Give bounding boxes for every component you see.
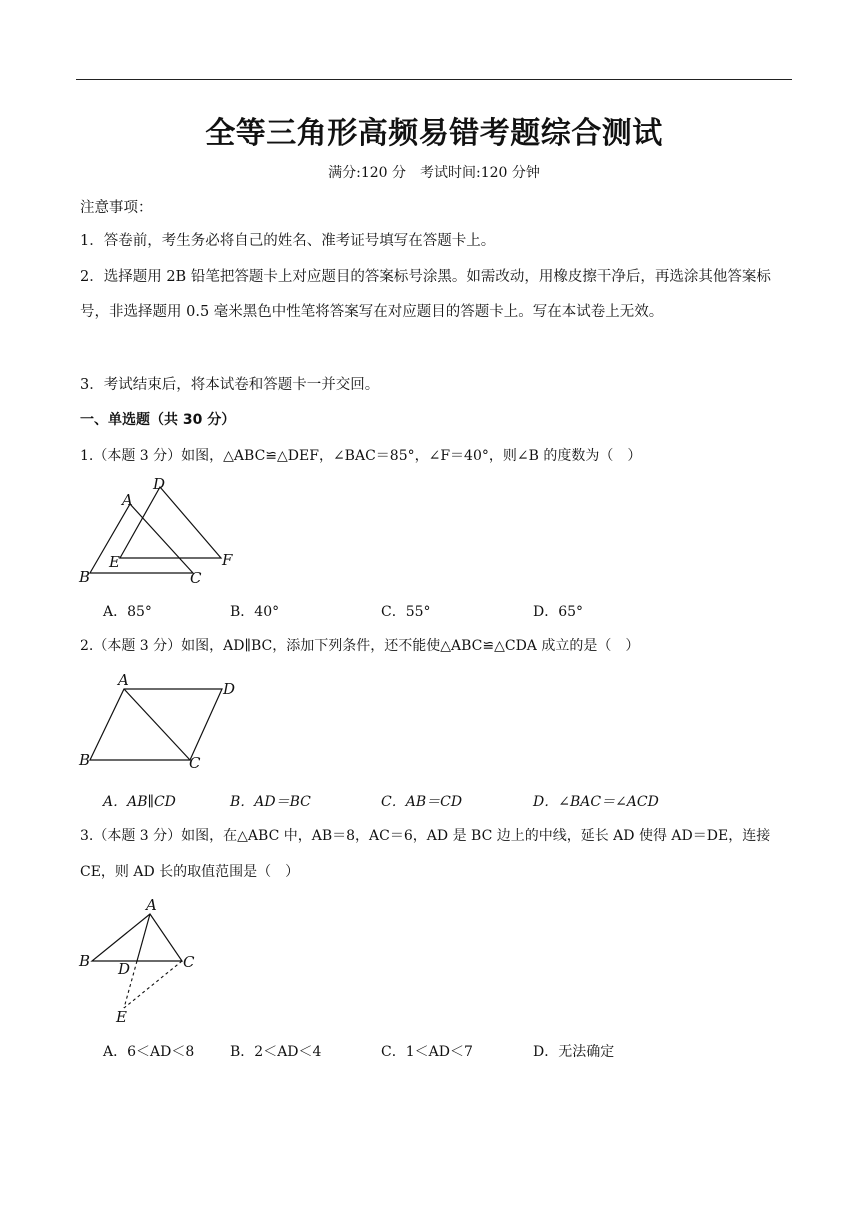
note-item: 2．选择题用 2B 铅笔把答题卡上对应题目的答案标号涂黑。如需改动，用橡皮擦干净后，再选涂其他答案标号，非选择题用 0.5 毫米黑色中性笔将答案写在对应题目的答题卡上。写在本试卷上无效。 bbox=[80, 269, 771, 320]
page-title: 全等三角形高频易错考题综合测试 bbox=[205, 116, 663, 151]
figure-label-B: B bbox=[79, 952, 91, 970]
option-d[interactable]: D．∠BAC＝∠ACD bbox=[533, 794, 659, 810]
option-b[interactable]: B．2＜AD＜4 bbox=[230, 1044, 322, 1060]
figure-label-A: A bbox=[118, 671, 129, 689]
note-item: 1．答卷前，考生务必将自己的姓名、准考证号填写在答题卡上。 bbox=[80, 233, 496, 249]
option-d[interactable]: D．65° bbox=[533, 604, 584, 620]
figure-label-F: F bbox=[222, 551, 233, 569]
figure-label-D: D bbox=[118, 960, 131, 978]
option-b[interactable]: B．AD＝BC bbox=[230, 794, 311, 810]
figure-label-C: C bbox=[190, 569, 202, 587]
figure-label-C: C bbox=[183, 953, 195, 971]
question-2-figure bbox=[76, 670, 246, 774]
option-a[interactable]: A．85° bbox=[103, 604, 152, 620]
figure-label-E: E bbox=[116, 1008, 127, 1026]
question-3-figure bbox=[76, 894, 206, 1028]
question-1-stem: 1.（本题 3 分）如图，△ABC≌△DEF，∠BAC＝85°，∠F＝40°，则∠B 的度数为（ ） bbox=[80, 448, 642, 464]
option-a[interactable]: A．6＜AD＜8 bbox=[103, 1044, 195, 1060]
figure-label-A: A bbox=[146, 896, 157, 914]
question-1-figure bbox=[76, 474, 246, 590]
score-time-info: 满分:120 分 考试时间:120 分钟 bbox=[328, 165, 540, 181]
figure-label-E: E bbox=[109, 553, 120, 571]
notes-heading: 注意事项： bbox=[80, 200, 153, 216]
option-c[interactable]: C．AB＝CD bbox=[381, 794, 463, 810]
figure-label-A: A bbox=[122, 491, 133, 509]
option-c[interactable]: C．1＜AD＜7 bbox=[381, 1044, 473, 1060]
figure-label-B: B bbox=[79, 568, 91, 586]
figure-label-D: D bbox=[223, 680, 236, 698]
option-b[interactable]: B．40° bbox=[230, 604, 280, 620]
option-d[interactable]: D．无法确定 bbox=[533, 1044, 615, 1060]
figure-label-D: D bbox=[153, 475, 166, 493]
top-rule bbox=[76, 79, 792, 80]
question-3-stem: 3.（本题 3 分）如图，在△ABC 中，AB＝8，AC＝6，AD 是 BC 边上的中线，延长 AD 使得 AD＝DE，连接 CE，则 AD 长的取值范围是（ ） bbox=[80, 828, 771, 880]
figure-label-C: C bbox=[189, 754, 201, 772]
option-c[interactable]: C．55° bbox=[381, 604, 431, 620]
question-2-stem: 2.（本题 3 分）如图，AD∥BC，添加下列条件，还不能使△ABC≌△CDA 成立的是（ ） bbox=[80, 638, 640, 654]
section-heading: 一、单选题（共 30 分） bbox=[80, 412, 236, 428]
note-item: 3．考试结束后，将本试卷和答题卡一并交回。 bbox=[80, 377, 380, 393]
option-a[interactable]: A．AB∥CD bbox=[103, 794, 176, 810]
figure-label-B: B bbox=[79, 751, 91, 769]
